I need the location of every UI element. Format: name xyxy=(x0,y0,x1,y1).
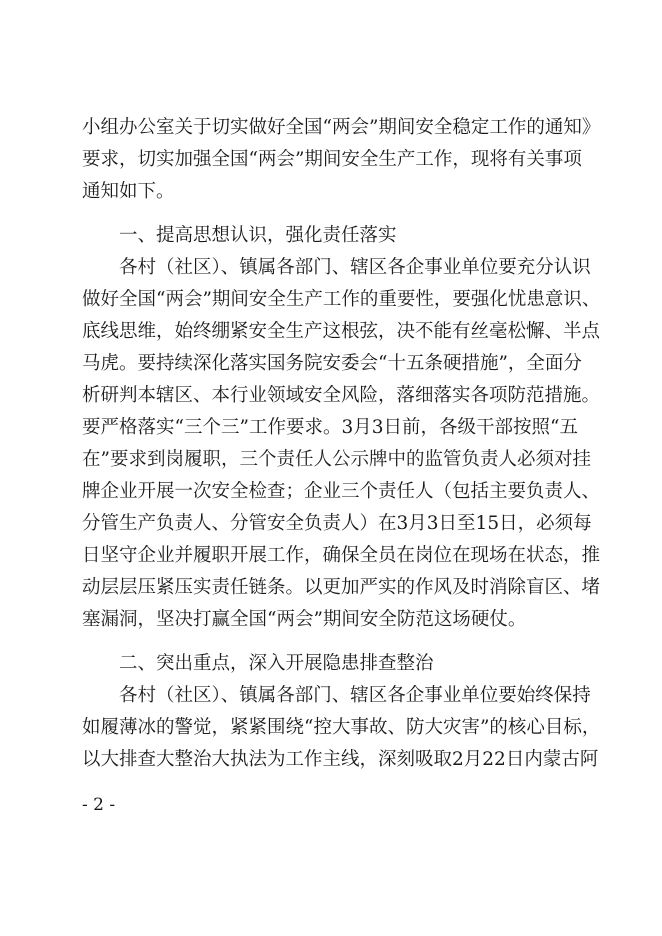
text-line: 动层层压紧压实责任链条。以更加严实的作风及时消除盲区、堵 xyxy=(82,577,601,598)
text-line: 塞漏洞，坚决打赢全国“两会”期间安全防范这场硬仗。 xyxy=(82,609,527,630)
document-body xyxy=(82,112,601,776)
section-heading: 二、突出重点，深入开展隐患排查整治 xyxy=(119,653,434,674)
text-line: 做好全国“两会”期间安全生产工作的重要性，要强化忧患意识、 xyxy=(82,289,601,310)
paragraph-gap xyxy=(82,636,578,648)
text-line: 如履薄冰的警觉，紧紧围绕“控大事故、防大灾害”的核心目标， xyxy=(82,717,601,738)
text-line: 小组办公室关于切实做好全国“两会”期间安全稳定工作的通知》 xyxy=(82,117,601,138)
text-line: 要严格落实“三个三”工作要求。3月3日前，各级干部按照“五 xyxy=(82,417,578,438)
text-line: 各村（社区）、镇属各部门、辖区各企事业单位要始终保持 xyxy=(119,685,591,706)
page-number: - 2 - xyxy=(82,795,116,815)
text-line: 底线思维，始终绷紧安全生产这根弦，决不能有丝毫松懈、半点 xyxy=(82,321,601,342)
text-line: 马虎。要持续深化落实国务院安委会“十五条硬措施”，全面分 xyxy=(82,353,582,374)
text-line: 析研判本辖区、本行业领域安全风险，落细落实各项防范措施。 xyxy=(82,385,601,406)
section-heading: 一、提高思想认识，强化责任落实 xyxy=(119,225,397,246)
text-line: 日坚守企业并履职开展工作，确保全员在岗位在现场在状态，推 xyxy=(82,545,601,566)
text-line: 在”要求到岗履职，三个责任人公示牌中的监管负责人必须对挂 xyxy=(82,449,591,470)
text-line: 牌企业开展一次安全检查；企业三个责任人（包括主要负责人、 xyxy=(82,481,601,502)
paragraph-gap xyxy=(82,208,578,220)
text-line: 要求，切实加强全国“两会”期间安全生产工作，现将有关事项 xyxy=(82,149,582,170)
text-line: 以大排查大整治大执法为工作主线，深刻吸取2月22日内蒙古阿 xyxy=(82,749,599,770)
text-line: 分管生产负责人、分管安全负责人）在3月3日至15日，必须每 xyxy=(82,513,592,534)
text-line: 各村（社区）、镇属各部门、辖区各企事业单位要充分认识 xyxy=(119,257,591,278)
text-line: 通知如下。 xyxy=(82,181,175,202)
